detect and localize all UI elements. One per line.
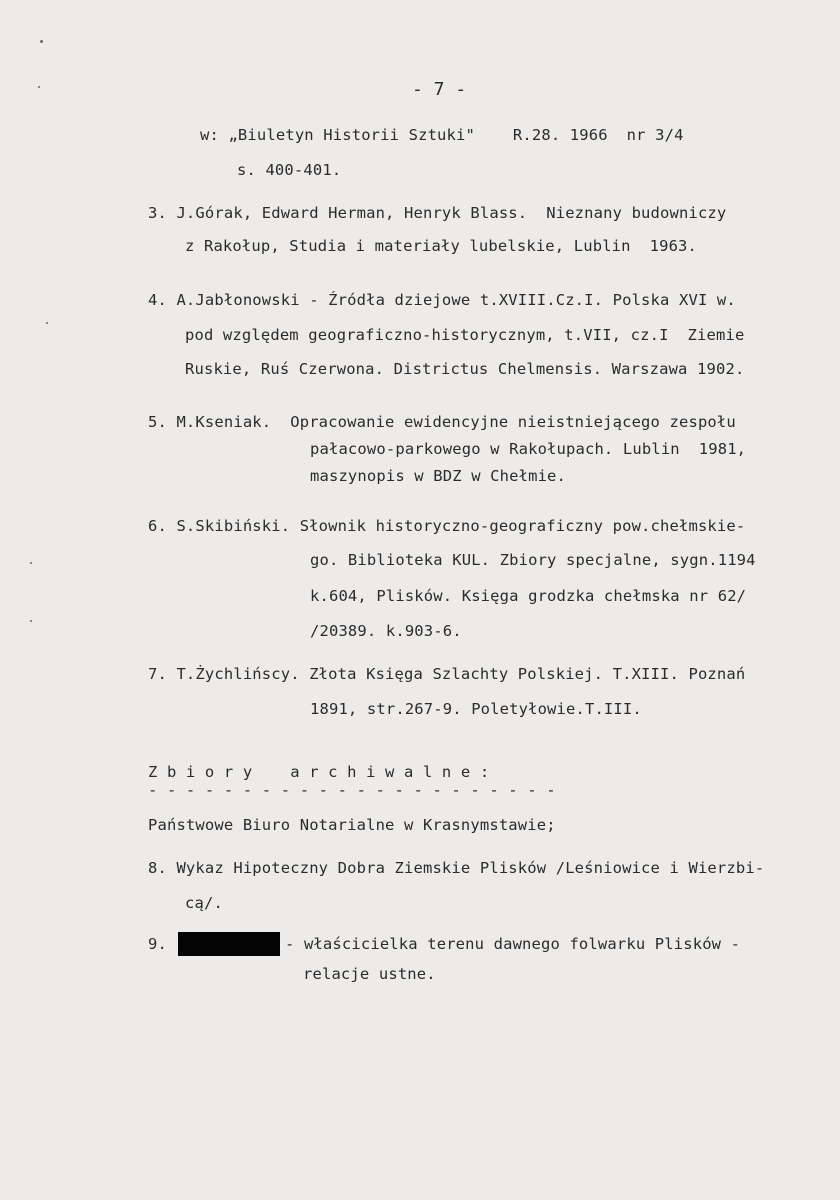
bib-entry-4: 4. A.Jabłonowski - Źródła dziejowe t.XVIII.Cz.I. Polska XVI w.: [148, 291, 736, 309]
bib-entry-7: 7. T.Żychlińscy. Złota Księga Szlachty Polskiej. T.XIII. Poznań: [148, 665, 746, 683]
bib-line: relacje ustne.: [303, 965, 436, 983]
bib-entry-5: 5. M.Kseniak. Opracowanie ewidencyjne nieistniejącego zespołu: [148, 413, 736, 431]
bib-line: pałacowo-parkowego w Rakołupach. Lublin 1981,: [310, 440, 747, 458]
margin-speck: [30, 620, 32, 622]
margin-speck: [38, 86, 40, 88]
redaction-bar: [178, 932, 280, 956]
page-number: - 7 -: [412, 79, 467, 100]
margin-speck: [30, 562, 32, 564]
bib-line: go. Biblioteka KUL. Zbiory specjalne, sygn.1194: [310, 551, 756, 569]
archive-entry-9: - właścicielka terenu dawnego folwarku Plisków -: [285, 935, 741, 953]
bib-line: 1891, str.267-9. Poletyłowie.T.III.: [310, 700, 642, 718]
bib-line: s. 400-401.: [237, 161, 342, 179]
bib-entry-3: 3. J.Górak, Edward Herman, Henryk Blass. Nieznany budowniczy: [148, 204, 727, 222]
archive-source: Państwowe Biuro Notarialne w Krasnymstawie;: [148, 816, 556, 834]
archive-entry-9-number: 9.: [148, 935, 167, 953]
bib-line: w: „Biuletyn Historii Sztuki" R.28. 1966 nr 3/4: [200, 126, 684, 144]
bib-line: k.604, Plisków. Księga grodzka chełmska nr 62/: [310, 587, 747, 605]
bib-line: /20389. k.903-6.: [310, 622, 462, 640]
margin-speck: [40, 40, 43, 43]
archive-entry-8: 8. Wykaz Hipoteczny Dobra Ziemskie Plisków /Leśniowice i Wierzbi-: [148, 859, 765, 877]
margin-speck: [46, 322, 48, 324]
bib-line: cą/.: [185, 894, 223, 912]
bib-entry-6: 6. S.Skibiński. Słownik historyczno-geograficzny pow.chełmskie-: [148, 517, 746, 535]
bib-line: z Rakołup, Studia i materiały lubelskie, Lublin 1963.: [185, 237, 698, 255]
section-heading: Z b i o r y a r c h i w a l n e :: [148, 763, 490, 781]
bib-line: Ruskie, Ruś Czerwona. Districtus Chelmensis. Warszawa 1902.: [185, 360, 745, 378]
section-heading-underline: - - - - - - - - - - - - - - - - - - - - - -: [148, 781, 556, 799]
bib-line: pod względem geograficzno-historycznym, t.VII, cz.I Ziemie: [185, 326, 745, 344]
bib-line: maszynopis w BDZ w Chełmie.: [310, 467, 567, 485]
